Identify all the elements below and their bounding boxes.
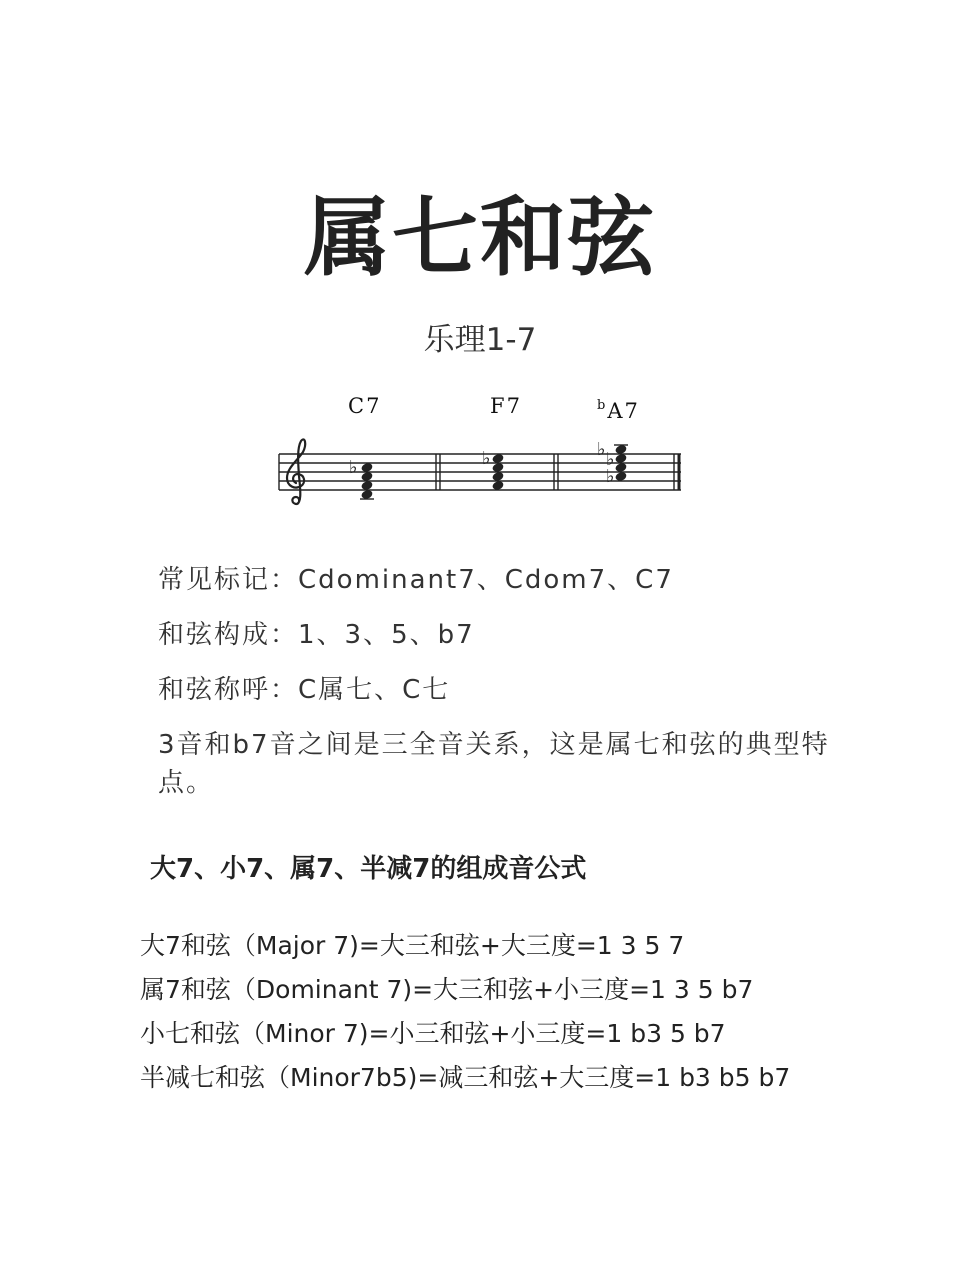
flat-icon: ♭ xyxy=(482,448,491,469)
formula-minor7: 小七和弦（Minor 7)=小三和弦+小三度=1 b3 5 b7 xyxy=(140,1019,726,1048)
tritone-note: 3音和b7音之间是三全音关系，这是属七和弦的典型特点。 xyxy=(158,730,830,798)
chord-label-c7 xyxy=(348,393,381,419)
chord-name: F7 xyxy=(490,394,522,418)
formula-dominant7: 属7和弦（Dominant 7)=大三和弦+小三度=1 3 5 b7 xyxy=(140,975,754,1004)
section-heading: 大7、小7、属7、半减7的组成音公式 xyxy=(150,854,587,884)
info-names: 和弦称呼：C属七、C七 xyxy=(158,675,451,705)
flat-icon: ♭ xyxy=(606,449,615,470)
flat-icon: ♭ xyxy=(597,439,606,460)
flat-icon: ♭ xyxy=(606,466,615,487)
chord-name: C7 xyxy=(348,394,382,418)
flat-sign: b xyxy=(597,398,606,413)
info-composition: 和弦构成：1、3、5、b7 xyxy=(158,620,475,650)
page-subtitle: 乐理1-7 xyxy=(423,322,537,358)
page-title: 属七和弦 xyxy=(304,188,656,288)
chord-name: A7 xyxy=(607,399,640,423)
flat-icon: ♭ xyxy=(349,457,358,478)
formula-major7: 大7和弦（Major 7)=大三和弦+大三度=1 3 5 7 xyxy=(140,931,685,960)
music-staff xyxy=(275,428,685,508)
formula-half-diminished7: 半减七和弦（Minor7b5)=减三和弦+大三度=1 b3 b5 b7 xyxy=(140,1063,791,1092)
chord-label-f7 xyxy=(490,393,522,419)
info-notation: 常见标记：Cdominant7、Cdom7、C7 xyxy=(158,565,674,595)
chord-label-ab7 xyxy=(597,393,640,424)
